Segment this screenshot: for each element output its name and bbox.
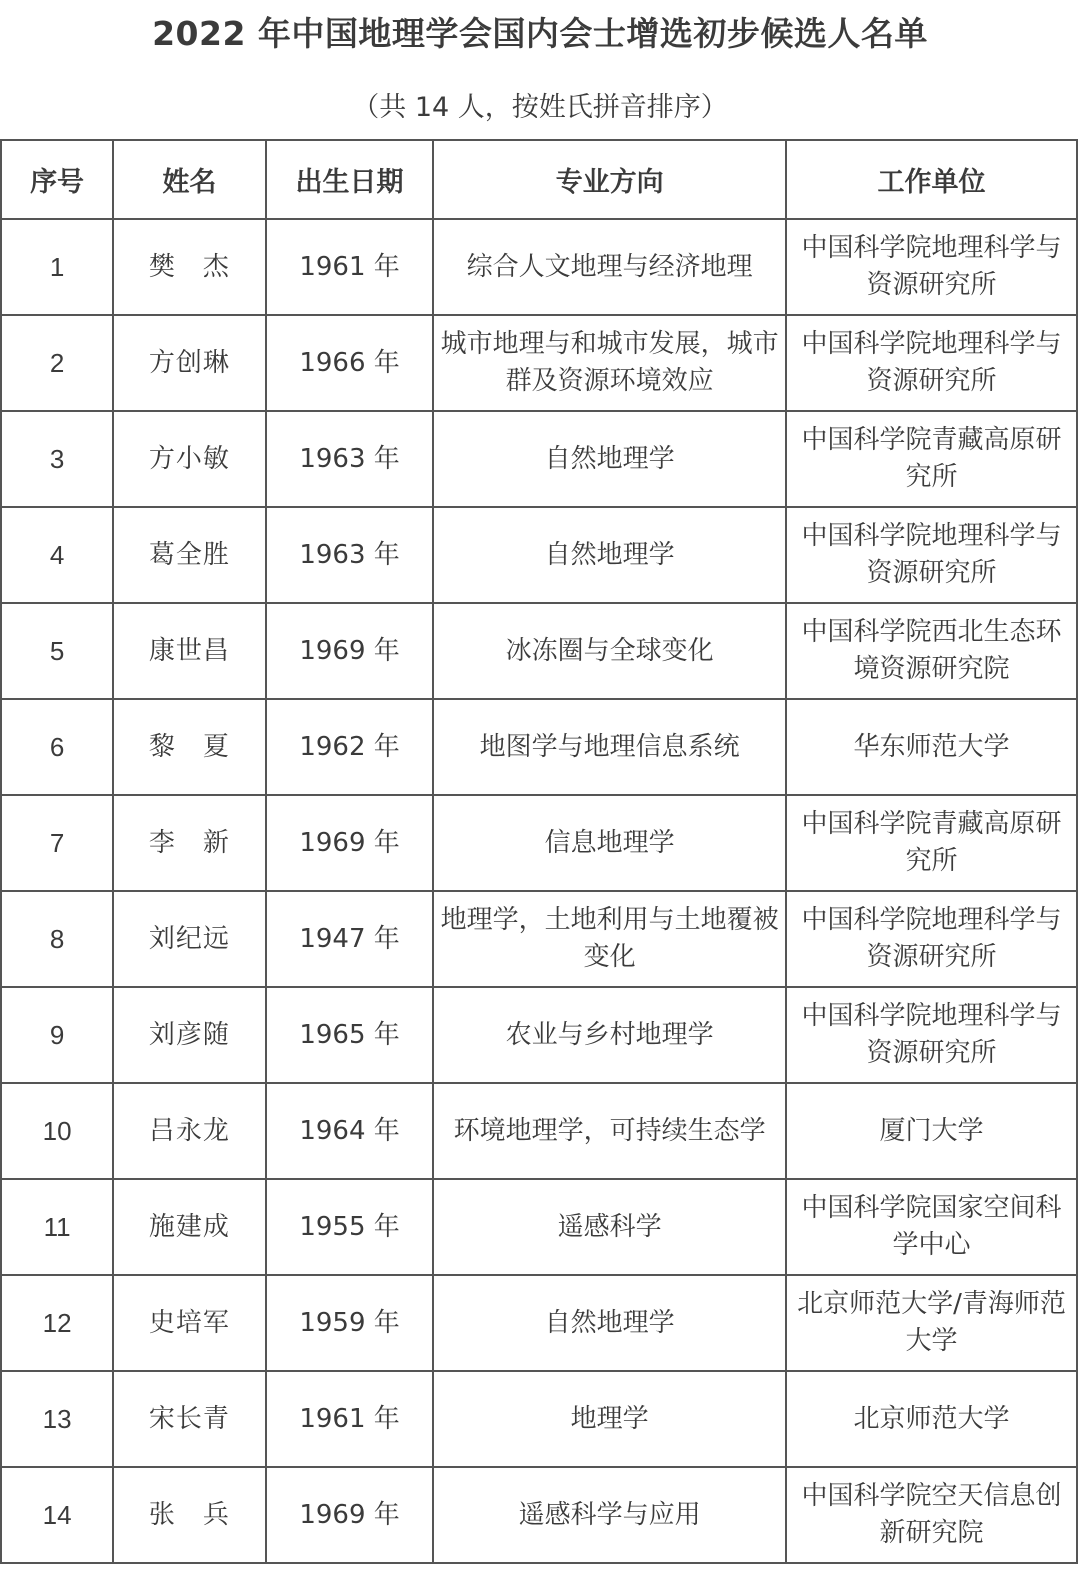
cell-unit: 中国科学院地理科学与资源研究所: [786, 315, 1077, 411]
cell-unit: 中国科学院地理科学与资源研究所: [786, 219, 1077, 315]
cell-field: 地理学: [433, 1371, 786, 1467]
cell-field: 综合人文地理与经济地理: [433, 219, 786, 315]
cell-birth: 1961 年: [266, 1371, 434, 1467]
cell-name: 张 兵: [113, 1467, 266, 1563]
cell-field: 农业与乡村地理学: [433, 987, 786, 1083]
cell-unit: 中国科学院青藏高原研究所: [786, 411, 1077, 507]
cell-no: 5: [1, 603, 113, 699]
table-row: [1, 411, 1077, 507]
cell-name: 樊 杰: [113, 219, 266, 315]
table-row: [1, 699, 1077, 795]
document-title: 2022 年中国地理学会国内会士增选初步候选人名单: [152, 14, 928, 53]
cell-name: 施建成: [113, 1179, 266, 1275]
cell-name: 葛全胜: [113, 507, 266, 603]
table-row: [1, 1467, 1077, 1563]
cell-name: 黎 夏: [113, 699, 266, 795]
cell-field: 地图学与地理信息系统: [433, 699, 786, 795]
cell-birth: 1964 年: [266, 1083, 434, 1179]
table-body: [1, 219, 1077, 1563]
cell-name: 史培军: [113, 1275, 266, 1371]
cell-no: 2: [1, 315, 113, 411]
cell-name: 方创琳: [113, 315, 266, 411]
table-row: [1, 795, 1077, 891]
cell-field: 环境地理学，可持续生态学: [433, 1083, 786, 1179]
cell-field: 遥感科学: [433, 1179, 786, 1275]
table-row: [1, 1275, 1077, 1371]
cell-field: 自然地理学: [433, 1275, 786, 1371]
cell-unit: 中国科学院地理科学与资源研究所: [786, 891, 1077, 987]
cell-birth: 1969 年: [266, 795, 434, 891]
table-row: [1, 507, 1077, 603]
header-no: 序号: [1, 140, 113, 219]
cell-unit: 华东师范大学: [786, 699, 1077, 795]
cell-field: 自然地理学: [433, 411, 786, 507]
cell-no: 11: [1, 1179, 113, 1275]
header-name: 姓名: [113, 140, 266, 219]
cell-name: 方小敏: [113, 411, 266, 507]
cell-field: 遥感科学与应用: [433, 1467, 786, 1563]
cell-name: 宋长青: [113, 1371, 266, 1467]
header-birth: 出生日期: [266, 140, 434, 219]
cell-no: 7: [1, 795, 113, 891]
cell-birth: 1955 年: [266, 1179, 434, 1275]
cell-name: 康世昌: [113, 603, 266, 699]
cell-name: 李 新: [113, 795, 266, 891]
cell-no: 3: [1, 411, 113, 507]
cell-birth: 1969 年: [266, 1467, 434, 1563]
cell-birth: 1962 年: [266, 699, 434, 795]
cell-unit: 中国科学院地理科学与资源研究所: [786, 507, 1077, 603]
header-unit: 工作单位: [786, 140, 1077, 219]
cell-field: 地理学，土地利用与土地覆被变化: [433, 891, 786, 987]
table-row: [1, 987, 1077, 1083]
cell-birth: 1961 年: [266, 219, 434, 315]
cell-field: 自然地理学: [433, 507, 786, 603]
cell-field: 冰冻圈与全球变化: [433, 603, 786, 699]
cell-no: 4: [1, 507, 113, 603]
cell-unit: 北京师范大学/青海师范大学: [786, 1275, 1077, 1371]
cell-unit: 中国科学院空天信息创新研究院: [786, 1467, 1077, 1563]
cell-unit: 中国科学院西北生态环境资源研究院: [786, 603, 1077, 699]
table-header: [1, 140, 1077, 219]
cell-unit: 中国科学院青藏高原研究所: [786, 795, 1077, 891]
candidate-table: [0, 139, 1078, 1564]
cell-field: 信息地理学: [433, 795, 786, 891]
table-row: [1, 1371, 1077, 1467]
cell-birth: 1966 年: [266, 315, 434, 411]
cell-no: 8: [1, 891, 113, 987]
cell-no: 10: [1, 1083, 113, 1179]
cell-name: 刘彦随: [113, 987, 266, 1083]
cell-no: 14: [1, 1467, 113, 1563]
header-field: 专业方向: [433, 140, 786, 219]
cell-unit: 中国科学院地理科学与资源研究所: [786, 987, 1077, 1083]
cell-no: 12: [1, 1275, 113, 1371]
cell-birth: 1959 年: [266, 1275, 434, 1371]
cell-name: 吕永龙: [113, 1083, 266, 1179]
cell-no: 6: [1, 699, 113, 795]
cell-unit: 厦门大学: [786, 1083, 1077, 1179]
cell-birth: 1963 年: [266, 411, 434, 507]
table-row: [1, 1179, 1077, 1275]
table-row: [1, 1083, 1077, 1179]
cell-no: 1: [1, 219, 113, 315]
cell-birth: 1947 年: [266, 891, 434, 987]
cell-birth: 1963 年: [266, 507, 434, 603]
cell-name: 刘纪远: [113, 891, 266, 987]
cell-no: 9: [1, 987, 113, 1083]
document-subtitle: （共 14 人，按姓氏拼音排序）: [352, 92, 728, 123]
cell-birth: 1965 年: [266, 987, 434, 1083]
table-row: [1, 315, 1077, 411]
table-row: [1, 603, 1077, 699]
table-row: [1, 891, 1077, 987]
cell-no: 13: [1, 1371, 113, 1467]
table-row: [1, 219, 1077, 315]
header-row: [1, 140, 1077, 219]
cell-birth: 1969 年: [266, 603, 434, 699]
cell-unit: 北京师范大学: [786, 1371, 1077, 1467]
cell-field: 城市地理与和城市发展，城市群及资源环境效应: [433, 315, 786, 411]
cell-unit: 中国科学院国家空间科学中心: [786, 1179, 1077, 1275]
